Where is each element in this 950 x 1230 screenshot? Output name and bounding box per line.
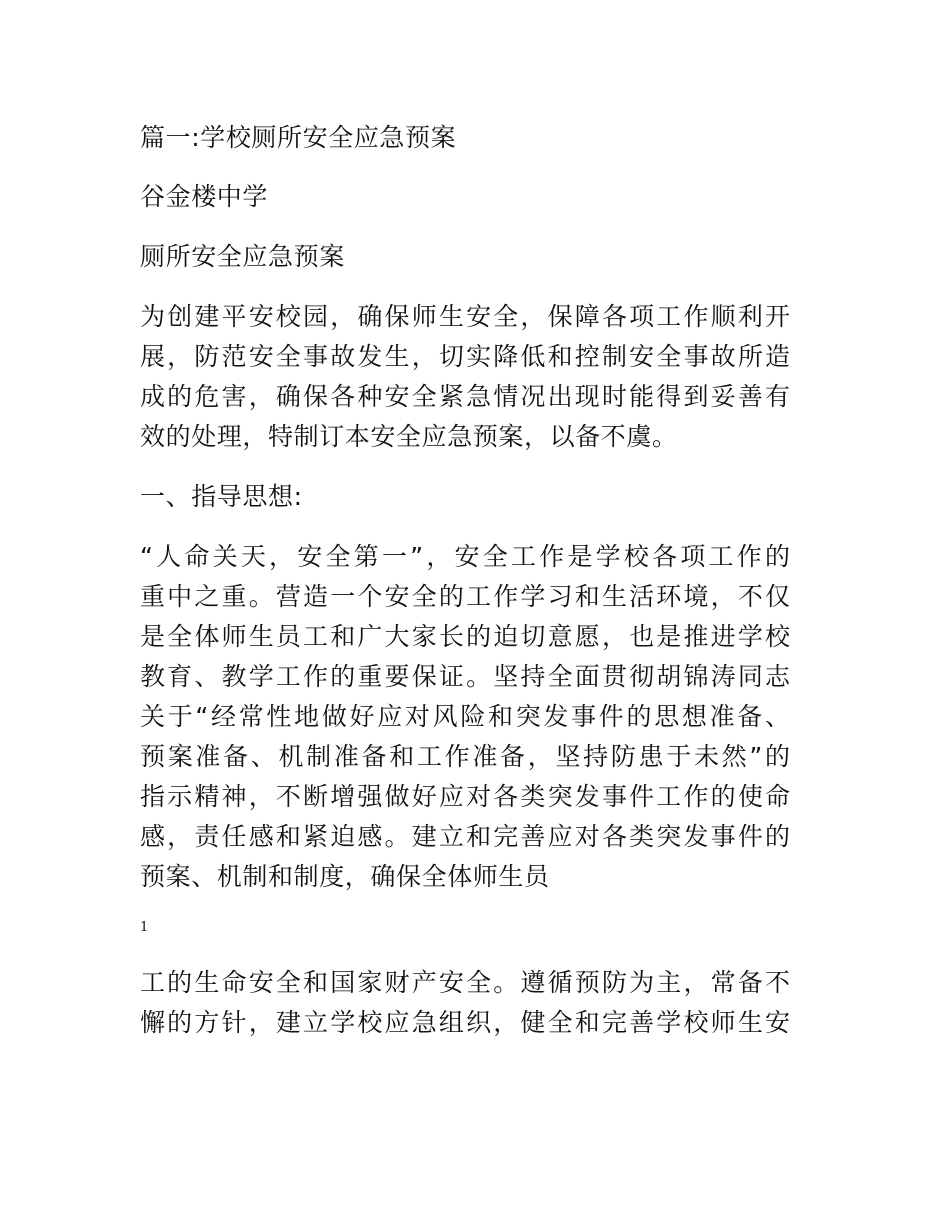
intro-line: 成的危害，确保各种安全紧急情况出现时能得到妥善有 bbox=[140, 382, 790, 411]
intro-line: 为创建平安校园，确保师生安全，保障各项工作顺利开 bbox=[140, 302, 790, 331]
intro-line: 展，防范安全事故发生，切实降低和控制安全事故所造 bbox=[140, 342, 790, 371]
intro-line: 效的处理，特制订本安全应急预案，以备不虞。 bbox=[140, 422, 678, 451]
section-title: 一、指导思想: bbox=[140, 482, 303, 511]
document-heading: 篇一:学校厕所安全应急预案 bbox=[140, 123, 457, 152]
section-line: 感，责任感和紧迫感。建立和完善应对各类突发事件的 bbox=[140, 822, 790, 851]
section-line: 预案、机制和制度，确保全体师生员 bbox=[140, 862, 550, 891]
continued-line: 工的生命安全和国家财产安全。遵循预防为主，常备不 bbox=[140, 968, 790, 997]
document-subtitle: 厕所安全应急预案 bbox=[140, 242, 345, 271]
section-line: 是全体师生员工和广大家长的迫切意愿，也是推进学校 bbox=[140, 622, 790, 651]
section-line: 关于“经常性地做好应对风险和突发事件的思想准备、 bbox=[140, 702, 790, 731]
continued-line: 懈的方针，建立学校应急组织，健全和完善学校师生安 bbox=[140, 1008, 790, 1037]
section-line: “人命关天，安全第一”，安全工作是学校各项工作的 bbox=[140, 542, 790, 571]
school-name: 谷金楼中学 bbox=[140, 182, 269, 211]
section-line: 预案准备、机制准备和工作准备，坚持防患于未然”的 bbox=[140, 742, 790, 771]
section-line: 重中之重。营造一个安全的工作学习和生活环境，不仅 bbox=[140, 582, 790, 611]
page-number: 1 bbox=[140, 920, 149, 935]
section-line: 教育、教学工作的重要保证。坚持全面贯彻胡锦涛同志 bbox=[140, 662, 790, 691]
section-line: 指示精神，不断增强做好应对各类突发事件工作的使命 bbox=[140, 782, 790, 811]
